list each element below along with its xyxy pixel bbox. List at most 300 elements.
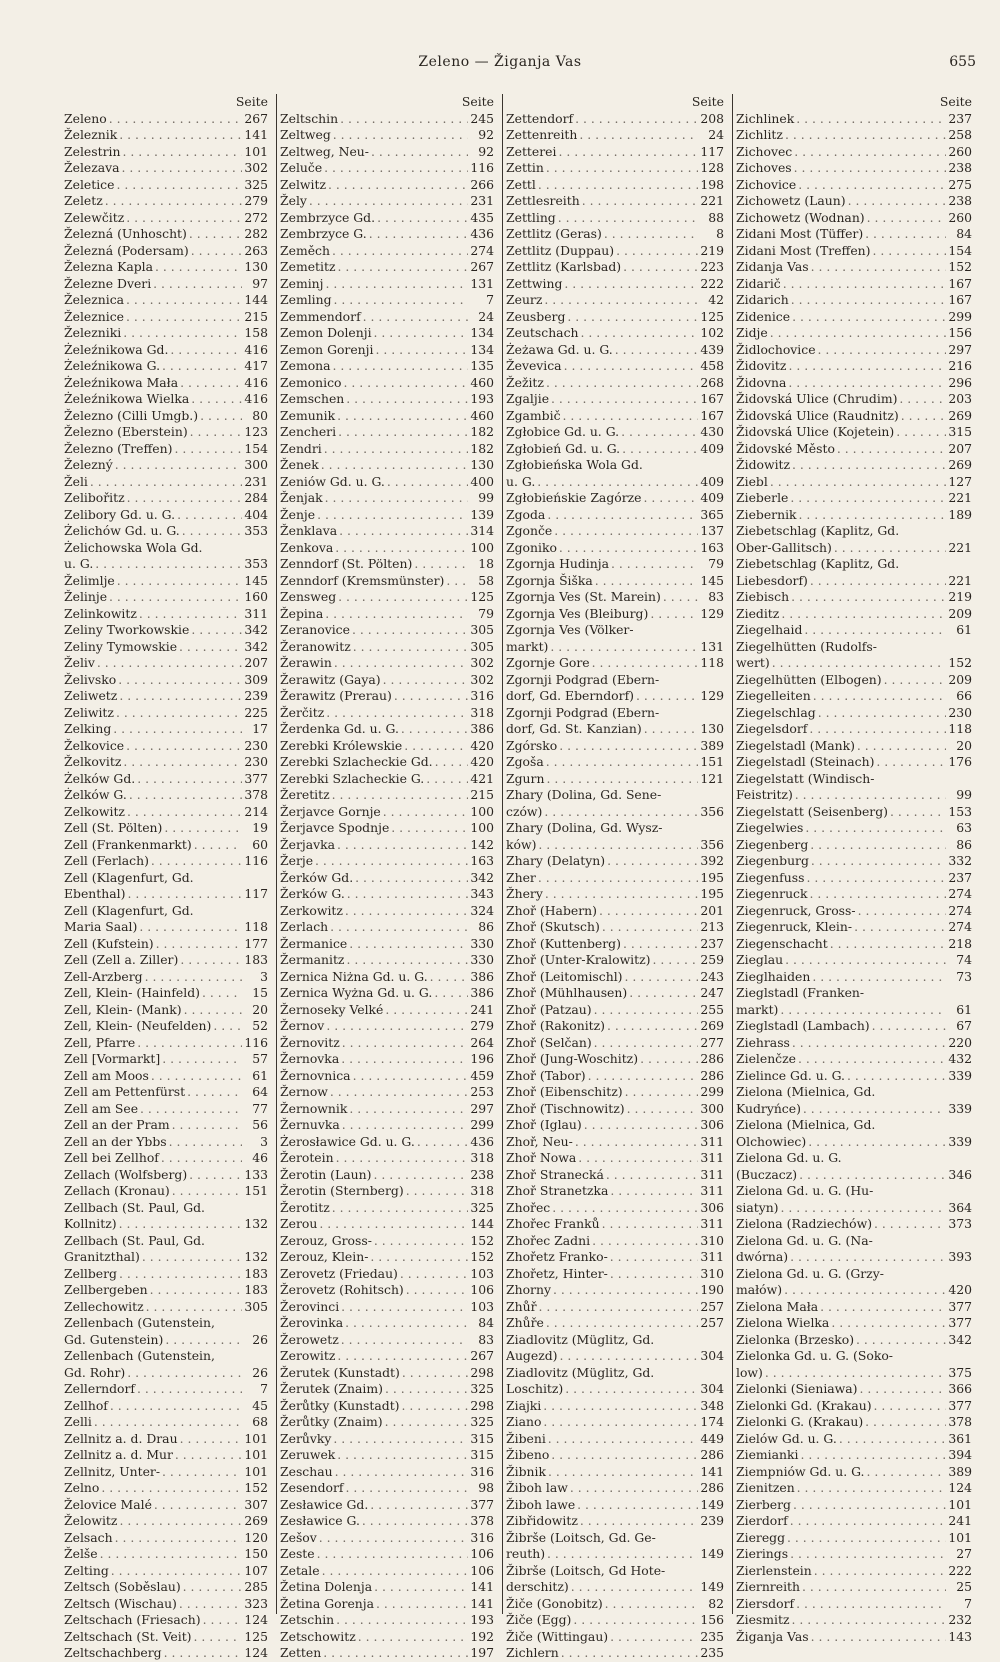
leader-dots bbox=[564, 276, 698, 293]
index-entry bbox=[736, 408, 978, 425]
index-entry bbox=[64, 1051, 274, 1068]
entry-page: 356 bbox=[700, 836, 724, 852]
entry-page: 343 bbox=[470, 886, 494, 901]
index-entry bbox=[64, 490, 274, 507]
leader-dots bbox=[401, 721, 468, 738]
entry-page: 330 bbox=[470, 935, 494, 951]
entry-name: Žerawin bbox=[280, 655, 332, 670]
entry-name: Żelków Gd. bbox=[64, 770, 136, 786]
entry-page: 192 bbox=[470, 1628, 494, 1644]
leader-dots bbox=[594, 1002, 698, 1019]
entry-page: 314 bbox=[470, 523, 494, 538]
entry-name: Židovská Ulice (Raudnitz) bbox=[736, 407, 899, 423]
index-entry bbox=[506, 1183, 730, 1200]
entry-name: Žiče (Wittingau) bbox=[506, 1628, 609, 1644]
index-entry bbox=[736, 606, 978, 623]
entry-page: 342 bbox=[470, 869, 494, 885]
index-entry bbox=[64, 540, 274, 557]
leader-dots bbox=[551, 1447, 698, 1464]
entry-name: Ober-Gallitsch) bbox=[736, 539, 832, 555]
index-entry bbox=[64, 705, 274, 722]
index-entry bbox=[280, 1447, 500, 1464]
index-entry bbox=[736, 1134, 978, 1151]
index-entry bbox=[736, 1084, 978, 1101]
entry-page: 225 bbox=[244, 704, 268, 720]
leader-dots bbox=[784, 1282, 946, 1299]
index-entry bbox=[736, 903, 978, 920]
entry-name: Zhoř (Leitomischl) bbox=[506, 968, 623, 984]
index-entry bbox=[506, 936, 730, 953]
index-entry bbox=[506, 243, 730, 260]
leader-dots bbox=[90, 474, 242, 491]
entry-name: Zelking bbox=[64, 721, 112, 736]
leader-dots bbox=[165, 1332, 242, 1349]
entry-page: 221 bbox=[948, 539, 972, 555]
leader-dots bbox=[559, 540, 698, 557]
entry-page: 145 bbox=[244, 572, 268, 588]
entry-name: Zhorny bbox=[506, 1282, 551, 1297]
leader-dots bbox=[337, 259, 468, 276]
leader-dots bbox=[546, 1315, 698, 1332]
leader-dots bbox=[330, 919, 468, 936]
leader-dots bbox=[172, 1117, 242, 1134]
entry-name: Ziegenfuss bbox=[736, 869, 805, 885]
entry-page: 149 bbox=[700, 1579, 724, 1594]
entry-name: Zell, Pfarre bbox=[64, 1034, 136, 1050]
entry-page: 156 bbox=[700, 1612, 724, 1627]
index-entry bbox=[506, 721, 730, 738]
entry-page: 257 bbox=[700, 1315, 724, 1330]
leader-dots bbox=[546, 375, 698, 392]
index-entry bbox=[280, 540, 500, 557]
leader-dots bbox=[858, 903, 946, 920]
leader-dots bbox=[334, 655, 468, 672]
entry-name: Zeltsch (Wischau) bbox=[64, 1595, 177, 1611]
entry-name: low) bbox=[736, 1364, 763, 1380]
index-entry bbox=[506, 1563, 730, 1580]
entry-name: Železno (Eberstein) bbox=[64, 424, 188, 439]
entry-page: 154 bbox=[244, 440, 268, 456]
index-entry bbox=[280, 1530, 500, 1547]
entry-page: 15 bbox=[252, 985, 268, 1000]
entry-page: 152 bbox=[948, 655, 972, 670]
entry-name: Zerovetz (Friedau) bbox=[280, 1265, 398, 1281]
index-entry bbox=[506, 1200, 730, 1217]
entry-name: Žerjavce Gornje bbox=[280, 803, 381, 819]
leader-dots bbox=[602, 919, 698, 936]
entry-page: 377 bbox=[244, 770, 268, 786]
leader-dots bbox=[332, 787, 468, 804]
leader-dots bbox=[340, 111, 468, 128]
leader-dots bbox=[115, 457, 242, 474]
entry-page: 130 bbox=[244, 259, 268, 274]
entry-name: Žernuvka bbox=[280, 1117, 340, 1132]
index-entry bbox=[64, 903, 274, 920]
leader-dots bbox=[578, 1150, 698, 1167]
column-header: Seite bbox=[691, 94, 724, 109]
index-entry bbox=[736, 1563, 978, 1580]
entry-name: Zichowetz (Wodnan) bbox=[736, 209, 865, 225]
leader-dots bbox=[189, 226, 242, 243]
entry-page: 214 bbox=[244, 803, 268, 819]
entry-name: Zemetitz bbox=[280, 259, 336, 274]
leader-dots bbox=[874, 1398, 946, 1415]
entry-page: 209 bbox=[948, 605, 972, 621]
entry-name: Žhery bbox=[506, 886, 543, 901]
leader-dots bbox=[547, 1546, 698, 1563]
leader-dots bbox=[798, 177, 946, 194]
leader-dots bbox=[544, 804, 698, 821]
entry-name: Ziano bbox=[506, 1414, 542, 1429]
leader-dots bbox=[803, 1101, 946, 1118]
leader-dots bbox=[653, 952, 699, 969]
index-entry bbox=[280, 1365, 500, 1382]
entry-name: Žerawitz (Prerau) bbox=[280, 688, 392, 703]
entry-name: Żeleźnikowa Mała bbox=[64, 374, 179, 390]
index-entry bbox=[64, 1464, 274, 1481]
entry-page: 264 bbox=[470, 1034, 494, 1050]
leader-dots bbox=[374, 1579, 468, 1596]
index-entry bbox=[506, 1266, 730, 1283]
entry-name: Zettlesreith bbox=[506, 193, 580, 208]
entry-name: Żelichów Gd. u. G. bbox=[64, 523, 180, 538]
entry-page: 309 bbox=[244, 671, 268, 687]
index-entry bbox=[64, 1299, 274, 1316]
leader-dots bbox=[184, 1002, 242, 1019]
index-entry bbox=[736, 507, 978, 524]
entry-page: 153 bbox=[948, 803, 972, 819]
index-entry bbox=[64, 1084, 274, 1101]
entry-name: Zell (Kufstein) bbox=[64, 935, 154, 951]
entry-page: 131 bbox=[470, 275, 494, 291]
index-entry bbox=[506, 1612, 730, 1629]
leader-dots bbox=[127, 490, 242, 507]
index-entry bbox=[736, 1480, 978, 1497]
leader-dots bbox=[371, 144, 468, 161]
leader-dots bbox=[325, 606, 468, 623]
entry-name: Zibřidowitz bbox=[506, 1513, 578, 1528]
leader-dots bbox=[325, 276, 468, 293]
entry-page: 386 bbox=[470, 985, 494, 1000]
entry-name: Zerowitz bbox=[280, 1348, 336, 1363]
entry-name: Želinje bbox=[64, 589, 108, 604]
entry-page: 364 bbox=[948, 1199, 972, 1215]
entry-name: Zellach (Kronau) bbox=[64, 1183, 170, 1198]
entry-name: Zhoř (Tischnowitz) bbox=[506, 1100, 625, 1116]
leader-dots bbox=[623, 936, 698, 953]
index-entry bbox=[736, 1348, 978, 1365]
leader-dots bbox=[899, 391, 946, 408]
entry-name: Zhůře bbox=[506, 1315, 544, 1330]
entry-name: Zelli bbox=[64, 1414, 92, 1429]
entry-page: 449 bbox=[700, 1430, 724, 1446]
page-number: 655 bbox=[949, 54, 976, 70]
index-entry bbox=[736, 127, 978, 144]
index-entry bbox=[736, 1216, 978, 1233]
leader-dots bbox=[783, 276, 946, 293]
leader-dots bbox=[813, 688, 946, 705]
entry-name: Żelichowska Wola Gd. bbox=[64, 539, 203, 555]
entry-name: Zell-Arzberg bbox=[64, 968, 143, 984]
entry-name: Žerków G. bbox=[280, 886, 345, 901]
index-entry bbox=[64, 1002, 274, 1019]
leader-dots bbox=[808, 1134, 946, 1151]
entry-page: 195 bbox=[700, 886, 724, 901]
leader-dots bbox=[588, 1068, 698, 1085]
index-entry bbox=[736, 276, 978, 293]
entry-name: Zeschau bbox=[280, 1463, 333, 1479]
entry-page: 160 bbox=[244, 589, 268, 604]
index-entry bbox=[736, 853, 978, 870]
index-entry bbox=[506, 985, 730, 1002]
column-rule bbox=[732, 94, 733, 1614]
leader-dots bbox=[317, 507, 468, 524]
index-entry bbox=[736, 1200, 978, 1217]
entry-page: 238 bbox=[470, 1166, 494, 1182]
leader-dots bbox=[610, 1266, 698, 1283]
index-entry bbox=[64, 160, 274, 177]
entry-name: Zierings bbox=[736, 1546, 789, 1561]
entry-name: Zesławice G. bbox=[280, 1513, 360, 1528]
entry-page: 297 bbox=[948, 341, 972, 357]
index-entry bbox=[506, 952, 730, 969]
index-entry bbox=[506, 391, 730, 408]
entry-name: Zierberg bbox=[736, 1496, 791, 1512]
index-entry bbox=[506, 490, 730, 507]
leader-dots bbox=[559, 738, 698, 755]
entry-name: Zhoř, Neu- bbox=[506, 1133, 573, 1149]
index-entry bbox=[64, 1266, 274, 1283]
leader-dots bbox=[558, 144, 698, 161]
leader-dots bbox=[625, 1084, 698, 1101]
entry-name: Ziegelstatt (Seisenberg) bbox=[736, 803, 888, 819]
index-entry bbox=[64, 1645, 274, 1662]
entry-page: 117 bbox=[700, 143, 724, 159]
entry-name: Židowitz bbox=[736, 457, 791, 472]
leader-dots bbox=[344, 375, 469, 392]
entry-name: Zhoř (Jung-Woschitz) bbox=[506, 1051, 639, 1066]
leader-dots bbox=[811, 853, 946, 870]
leader-dots bbox=[377, 210, 468, 227]
leader-dots bbox=[538, 870, 698, 887]
leader-dots bbox=[116, 177, 242, 194]
entry-name: Zemon Gorenji bbox=[280, 341, 374, 357]
leader-dots bbox=[326, 705, 468, 722]
index-entry bbox=[64, 853, 274, 870]
entry-name: Zerebki Szlacheckie G. bbox=[280, 770, 425, 786]
index-entry bbox=[280, 837, 500, 854]
entry-name: Zielonki Gd. (Krakau) bbox=[736, 1397, 872, 1413]
leader-dots bbox=[550, 639, 698, 656]
entry-name: Zerkowitz bbox=[280, 902, 343, 918]
entry-name: u. G. bbox=[506, 473, 536, 489]
leader-dots bbox=[362, 1513, 468, 1530]
index-entry bbox=[736, 1365, 978, 1382]
leader-dots bbox=[579, 127, 698, 144]
entry-name: Zichlern bbox=[506, 1645, 559, 1660]
entry-name: Zemonico bbox=[280, 374, 342, 390]
leader-dots bbox=[799, 1167, 946, 1184]
entry-page: 193 bbox=[470, 1612, 494, 1627]
leader-dots bbox=[577, 1497, 698, 1514]
entry-page: 121 bbox=[700, 770, 724, 786]
entry-name: Ževevica bbox=[506, 358, 562, 373]
leader-dots bbox=[787, 1530, 946, 1547]
index-entry bbox=[280, 1546, 500, 1563]
entry-page: 151 bbox=[244, 1183, 268, 1198]
leader-dots bbox=[565, 1381, 698, 1398]
entry-page: 19 bbox=[252, 820, 268, 835]
index-entry bbox=[506, 1381, 730, 1398]
entry-name: Ženje bbox=[280, 506, 316, 522]
entry-name: Zeltsch (Soběslau) bbox=[64, 1579, 181, 1594]
entry-name: Zielona Gd. u. G. (Hu- bbox=[736, 1183, 874, 1198]
leader-dots bbox=[105, 193, 242, 210]
leader-dots bbox=[328, 177, 468, 194]
entry-name: Zettling bbox=[506, 209, 556, 225]
leader-dots bbox=[860, 1381, 947, 1398]
entry-page: 207 bbox=[244, 655, 268, 670]
index-entry bbox=[506, 1629, 730, 1646]
entry-name: wert) bbox=[736, 655, 770, 670]
leader-dots bbox=[802, 1579, 946, 1596]
entry-page: 235 bbox=[700, 1628, 724, 1644]
entry-name: Zesendorf bbox=[280, 1480, 344, 1495]
entry-page: 209 bbox=[948, 671, 972, 687]
entry-page: 86 bbox=[956, 836, 972, 852]
index-entry bbox=[280, 1101, 500, 1118]
index-entry bbox=[280, 292, 500, 309]
entry-page: 100 bbox=[470, 820, 494, 835]
entry-page: 99 bbox=[478, 490, 494, 505]
entry-page: 106 bbox=[470, 1562, 494, 1578]
leader-dots bbox=[126, 210, 242, 227]
entry-page: 230 bbox=[244, 737, 268, 753]
index-entry bbox=[280, 556, 500, 573]
entry-name: Ziehrass bbox=[736, 1034, 790, 1050]
leader-dots bbox=[137, 771, 242, 788]
entry-page: 286 bbox=[700, 1447, 724, 1462]
index-entry bbox=[280, 1464, 500, 1481]
index-entry bbox=[280, 606, 500, 623]
leader-dots bbox=[309, 193, 468, 210]
entry-page: 101 bbox=[244, 1430, 268, 1446]
entry-page: 299 bbox=[470, 1117, 494, 1132]
index-entry bbox=[506, 1431, 730, 1448]
entry-page: 137 bbox=[700, 523, 724, 538]
entry-page: 216 bbox=[948, 358, 972, 373]
leader-dots bbox=[374, 325, 468, 342]
entry-name: Zeltweg bbox=[280, 127, 331, 142]
entry-page: 117 bbox=[244, 886, 268, 901]
leader-dots bbox=[781, 1200, 946, 1217]
leader-dots bbox=[332, 1200, 468, 1217]
leader-dots bbox=[785, 952, 946, 969]
entry-name: Zeltweg, Neu- bbox=[280, 143, 369, 159]
entry-name: Želkovice bbox=[64, 737, 125, 753]
index-entry bbox=[64, 127, 274, 144]
entry-page: 311 bbox=[700, 1183, 724, 1198]
entry-name: Ziebisch bbox=[736, 589, 790, 604]
entry-page: 310 bbox=[700, 1265, 724, 1281]
entry-name: Žerków Gd. bbox=[280, 869, 354, 885]
entry-page: 183 bbox=[244, 1282, 268, 1297]
leader-dots bbox=[563, 408, 698, 425]
entry-name: Žeranowitz bbox=[280, 638, 351, 654]
entry-name: Zher bbox=[506, 869, 536, 885]
leader-dots bbox=[581, 325, 699, 342]
entry-page: 25 bbox=[956, 1579, 972, 1594]
leader-dots bbox=[127, 804, 242, 821]
index-entry bbox=[736, 639, 978, 656]
entry-name: reuth) bbox=[506, 1546, 546, 1561]
index-entry bbox=[280, 655, 500, 672]
entry-page: 20 bbox=[252, 1001, 268, 1017]
leader-dots bbox=[607, 853, 698, 870]
index-entry bbox=[506, 1579, 730, 1596]
index-entry bbox=[280, 408, 500, 425]
leader-dots bbox=[179, 1596, 242, 1613]
index-entry bbox=[506, 1002, 730, 1019]
leader-dots bbox=[792, 309, 946, 326]
index-entry bbox=[280, 474, 500, 491]
leader-dots bbox=[857, 738, 946, 755]
index-entry bbox=[280, 160, 500, 177]
leader-dots bbox=[594, 1035, 698, 1052]
index-entry bbox=[506, 193, 730, 210]
entry-name: Žernovka bbox=[280, 1051, 340, 1066]
entry-name: Ziegelstatt (Windisch- bbox=[736, 770, 875, 786]
leader-dots bbox=[798, 1051, 946, 1068]
entry-page: 332 bbox=[948, 853, 972, 868]
entry-name: dorf, Gd. Eberndorf) bbox=[506, 688, 634, 703]
entry-page: 83 bbox=[708, 589, 724, 604]
entry-name: Zgornja Ves (Bleiburg) bbox=[506, 605, 649, 621]
index-entry bbox=[280, 804, 500, 821]
entry-page: 220 bbox=[948, 1034, 972, 1050]
index-entry bbox=[280, 1645, 500, 1662]
index-entry bbox=[736, 1150, 978, 1167]
entry-page: 223 bbox=[700, 259, 724, 274]
entry-name: Žernovnica bbox=[280, 1067, 351, 1083]
entry-page: 167 bbox=[700, 391, 724, 406]
entry-page: 124 bbox=[244, 1612, 268, 1627]
index-entry bbox=[64, 1101, 274, 1118]
entry-name: małów) bbox=[736, 1282, 783, 1297]
entry-name: Žibeno bbox=[506, 1447, 550, 1462]
index-entry bbox=[280, 1563, 500, 1580]
leader-dots bbox=[402, 1365, 468, 1382]
leader-dots bbox=[341, 1051, 468, 1068]
entry-name: Žibnik bbox=[506, 1463, 546, 1479]
entry-name: (Buczacz) bbox=[736, 1166, 798, 1182]
entry-name: Zellbach (St. Paul, Gd. bbox=[64, 1199, 205, 1215]
index-entry bbox=[506, 754, 730, 771]
index-entry bbox=[280, 1035, 500, 1052]
entry-name: Zelno bbox=[64, 1480, 100, 1495]
entry-name: Zhoř (Rakonitz) bbox=[506, 1018, 605, 1033]
leader-dots bbox=[810, 886, 946, 903]
entry-name: Žerotein bbox=[280, 1150, 334, 1165]
entry-page: 152 bbox=[244, 1480, 268, 1495]
leader-dots bbox=[799, 507, 946, 524]
entry-name: Zielona Gd. u. G. (Grzy- bbox=[736, 1265, 884, 1281]
index-entry bbox=[506, 573, 730, 590]
entry-name: Žerotin (Laun) bbox=[280, 1166, 372, 1182]
index-entry bbox=[736, 1299, 978, 1316]
entry-name: Železava bbox=[64, 160, 120, 175]
index-entry bbox=[506, 1051, 730, 1068]
